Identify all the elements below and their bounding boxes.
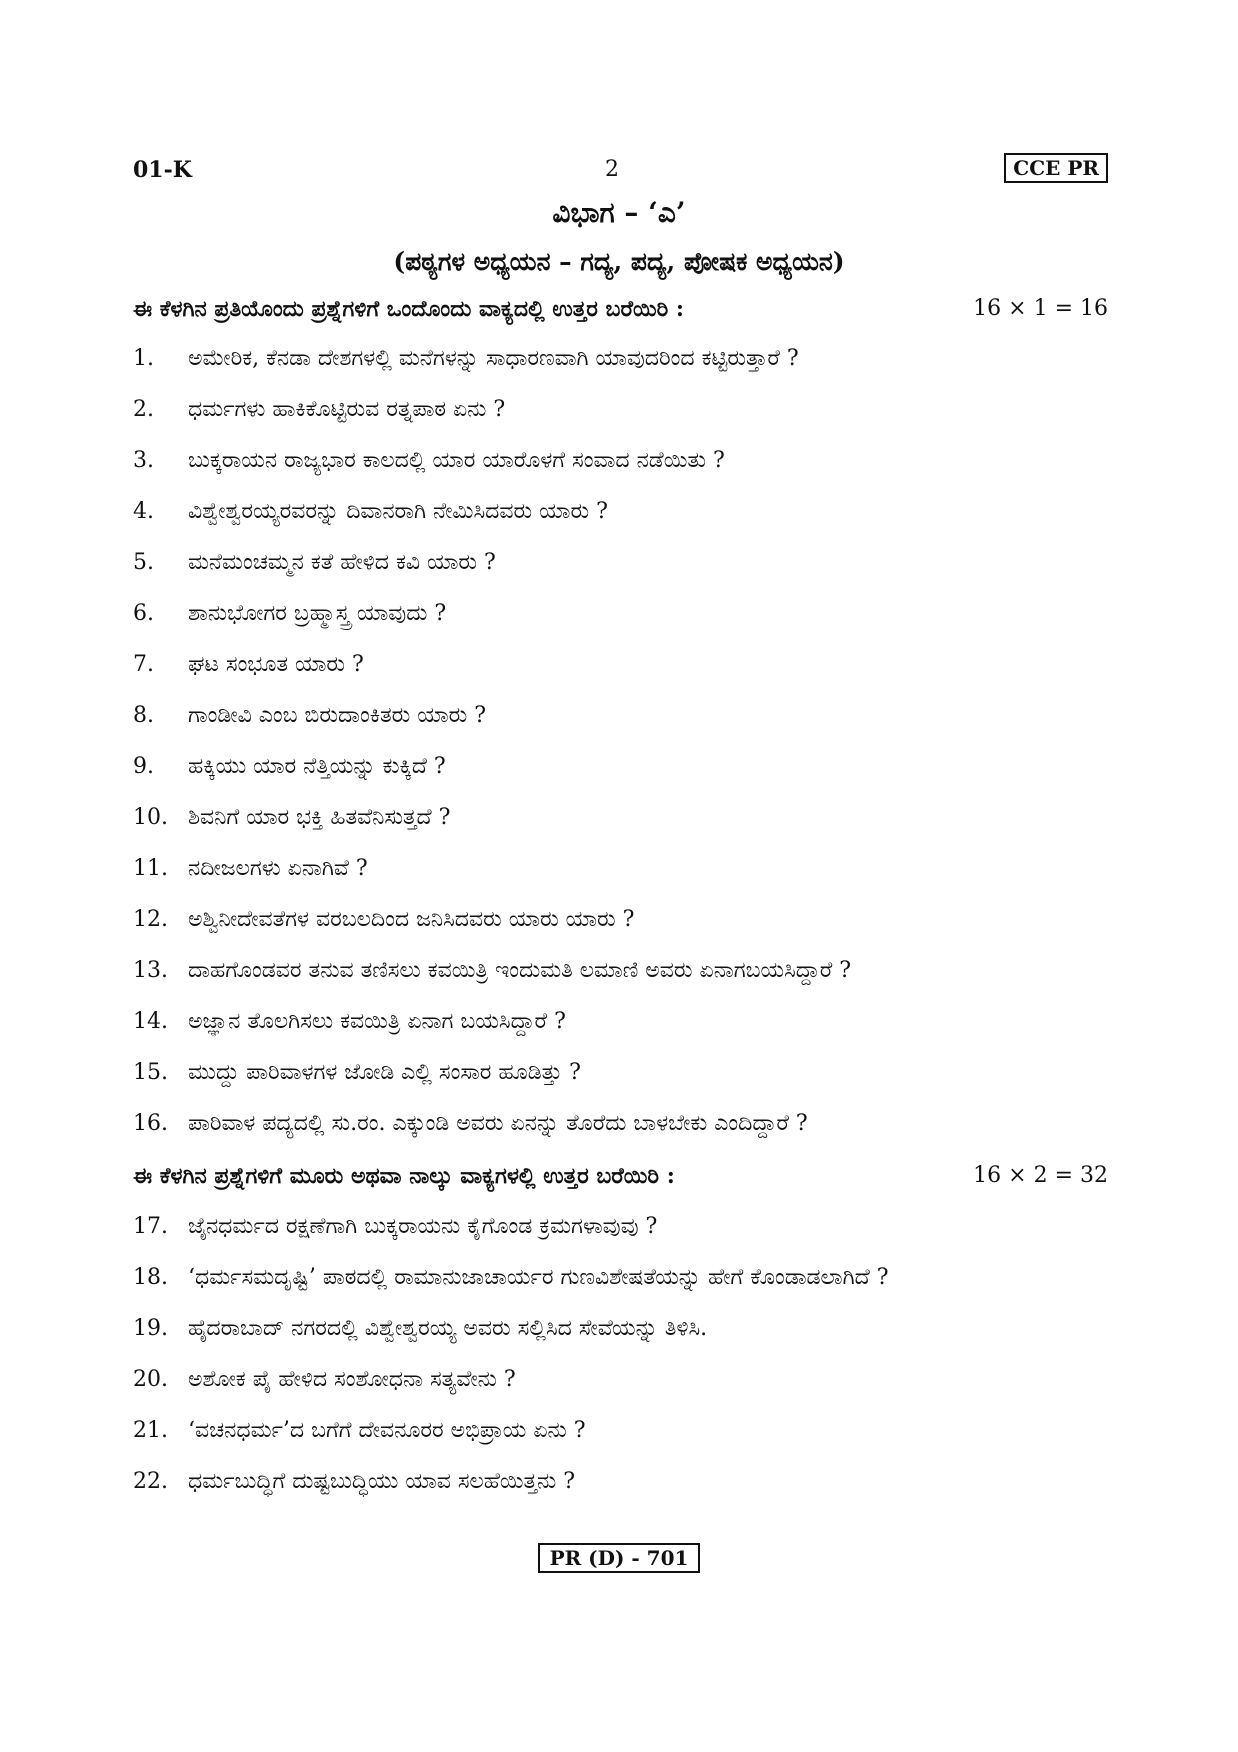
question-item (133, 1418, 1118, 1443)
question-text: ಧರ್ಮಬುದ್ಧಿಗೆ ದುಷ್ಟಬುದ್ಧಿಯು ಯಾವ ಸಲಹೆಯಿತ್ತನು ? (188, 1469, 576, 1494)
question-text: ಘಟ ಸಂಭೂತ ಯಾರು ? (188, 652, 364, 677)
question-text: ಅಜ್ಞಾನ ತೊಲಗಿಸಲು ಕವಯಿತ್ರಿ ಏನಾಗ ಬಯಸಿದ್ದಾರೆ ? (188, 1009, 566, 1034)
question-item (133, 397, 1118, 422)
question-text: ನದೀಜಲಗಳು ಏನಾಗಿವೆ ? (188, 856, 368, 881)
question-text: ಗಾಂಡೀವಿ ಎಂಬ ಬಿರುದಾಂಕಿತರು ಯಾರು ? (188, 703, 487, 728)
question-text: ಧರ್ಮಗಳು ಹಾಕಿಕೊಟ್ಟಿರುವ ರತ್ನಪಾಠ ಏನು ? (188, 397, 506, 422)
question-item (133, 958, 1118, 983)
question-number: 9. (133, 754, 154, 779)
question-number: 4. (133, 499, 154, 524)
instruction-text: ಈ ಕೆಳಗಿನ ಪ್ರತಿಯೊಂದು ಪ್ರಶ್ನೆಗಳಿಗೆ ಒಂದೊಂದು ವಾಕ್ಯದಲ್ಲಿ ಉತ್ತರ ಬರೆಯಿರಿ : (133, 296, 684, 322)
question-item (133, 499, 1118, 524)
question-item (133, 601, 1118, 626)
question-number: 1. (133, 346, 154, 371)
question-text: ಹೈದರಾಬಾದ್ ನಗರದಲ್ಲಿ ವಿಶ್ವೇಶ್ವರಯ್ಯ ಅವರು ಸಲ್ಲಿಸಿದ ಸೇವೆಯನ್ನು ತಿಳಿಸಿ. (188, 1316, 708, 1341)
section-subtitle: (ಪಠ್ಯಗಳ ಅಧ್ಯಯನ – ಗದ್ಯ, ಪದ್ಯ, ಪೋಷಕ ಅಧ್ಯಯನ) (393, 247, 845, 276)
question-text: ಅಶ್ವಿನೀದೇವತೆಗಳ ವರಬಲದಿಂದ ಜನಿಸಿದವರು ಯಾರು ಯಾರು ? (188, 907, 635, 932)
question-text: ವಿಶ್ವೇಶ್ವರಯ್ಯರವರನ್ನು ದಿವಾನರಾಗಿ ನೇಮಿಸಿದವರು ಯಾರು ? (188, 499, 608, 524)
question-text: ಅಮೇರಿಕ, ಕೆನಡಾ ದೇಶಗಳಲ್ಲಿ ಮನೆಗಳನ್ನು ಸಾಧಾರಣವಾಗಿ ಯಾವುದರಿಂದ ಕಟ್ಟಿರುತ್ತಾರೆ ? (188, 346, 799, 371)
question-item (133, 1367, 1118, 1392)
question-number: 15. (133, 1060, 168, 1085)
question-item (133, 1316, 1118, 1341)
page-number: 2 (605, 157, 619, 182)
marks-allocation: 16 × 2 = 32 (973, 1163, 1108, 1188)
question-item (133, 1214, 1118, 1239)
question-number: 16. (133, 1111, 168, 1136)
instruction-part-1 (133, 296, 1108, 322)
question-item (133, 754, 1118, 779)
question-item (133, 1009, 1118, 1034)
question-text: ಮನೆಮಂಚಮ್ಮನ ಕತೆ ಹೇಳಿದ ಕವಿ ಯಾರು ? (188, 550, 496, 575)
question-text: ಅಶೋಕ ಪೈ ಹೇಳಿದ ಸಂಶೋಧನಾ ಸತ್ಯವೇನು ? (188, 1367, 516, 1392)
question-number: 3. (133, 448, 154, 473)
question-text: ಪಾರಿವಾಳ ಪದ್ಯದಲ್ಲಿ ಸು.ರಂ. ಎಕ್ಕುಂಡಿ ಅವರು ಏನನ್ನು ತೊರೆದು ಬಾಳಬೇಕು ಎಂದಿದ್ದಾರೆ ? (188, 1111, 808, 1136)
question-text: ಹಕ್ಕಿಯು ಯಾರ ನೆತ್ತಿಯನ್ನು ಕುಕ್ಕಿದೆ ? (188, 754, 446, 779)
question-number: 2. (133, 397, 154, 422)
question-item (133, 907, 1118, 932)
question-number: 22. (133, 1469, 168, 1494)
question-text: ಬುಕ್ಕರಾಯನ ರಾಜ್ಯಭಾರ ಕಾಲದಲ್ಲಿ ಯಾರ ಯಾರೊಳಗೆ ಸಂವಾದ ನಡೆಯಿತು ? (188, 448, 725, 473)
question-item (133, 346, 1118, 371)
paper-code: 01-K (133, 157, 192, 183)
question-text: ‘ಧರ್ಮಸಮದೃಷ್ಟಿ’ ಪಾಠದಲ್ಲಿ ರಾಮಾನುಜಾಚಾರ್ಯರ ಗುಣವಿಶೇಷತೆಯನ್ನು ಹೇಗೆ ಕೊಂಡಾಡಲಾಗಿದೆ ? (188, 1265, 889, 1290)
marks-allocation: 16 × 1 = 16 (973, 296, 1108, 321)
exam-code-box: CCE PR (1004, 153, 1108, 183)
question-text: ಜೈನಧರ್ಮದ ರಕ್ಷಣೆಗಾಗಿ ಬುಕ್ಕರಾಯನು ಕೈಗೊಂಡ ಕ್ರಮಗಳಾವುವು ? (188, 1214, 658, 1239)
question-number: 20. (133, 1367, 168, 1392)
question-item (133, 703, 1118, 728)
question-number: 7. (133, 652, 154, 677)
question-item (133, 448, 1118, 473)
footer-code-box (0, 1543, 1238, 1573)
question-item (133, 1265, 1118, 1290)
question-number: 14. (133, 1009, 168, 1034)
instruction-text: ಈ ಕೆಳಗಿನ ಪ್ರಶ್ನೆಗಳಿಗೆ ಮೂರು ಅಥವಾ ನಾಲ್ಕು ವಾಕ್ಯಗಳಲ್ಲಿ ಉತ್ತರ ಬರೆಯಿರಿ : (133, 1163, 675, 1189)
question-item (133, 856, 1118, 881)
question-number: 18. (133, 1265, 168, 1290)
section-title: ವಿಭಾಗ – ‘ಎ’ (552, 196, 686, 229)
question-text: ಶಿವನಿಗೆ ಯಾರ ಭಕ್ತಿ ಹಿತವೆನಿಸುತ್ತದೆ ? (188, 805, 451, 830)
question-number: 13. (133, 958, 168, 983)
question-number: 8. (133, 703, 154, 728)
question-item (133, 805, 1118, 830)
footer-code: PR (D) - 701 (538, 1543, 701, 1573)
instruction-part-2 (133, 1163, 1108, 1189)
question-item (133, 1111, 1118, 1136)
question-number: 5. (133, 550, 154, 575)
question-text: ದಾಹಗೊಂಡವರ ತನುವ ತಣಿಸಲು ಕವಯಿತ್ರಿ ಇಂದುಮತಿ ಲಮಾಣಿ ಅವರು ಏನಾಗಬಯಸಿದ್ದಾರೆ ? (188, 958, 852, 983)
question-number: 17. (133, 1214, 168, 1239)
question-item (133, 1060, 1118, 1085)
question-text: ಮುದ್ದು ಪಾರಿವಾಳಗಳ ಜೋಡಿ ಎಲ್ಲಿ ಸಂಸಾರ ಹೂಡಿತ್ತು ? (188, 1060, 581, 1085)
question-number: 12. (133, 907, 168, 932)
question-number: 10. (133, 805, 168, 830)
question-item (133, 550, 1118, 575)
question-number: 6. (133, 601, 154, 626)
question-text: ‘ವಚನಧರ್ಮ’ದ ಬಗೆಗೆ ದೇವನೂರರ ಅಭಿಪ್ರಾಯ ಏನು ? (188, 1418, 586, 1443)
question-number: 19. (133, 1316, 168, 1341)
question-text: ಶಾನುಭೋಗರ ಬ್ರಹ್ಮಾಸ್ತ್ರ ಯಾವುದು ? (188, 601, 447, 626)
question-item (133, 652, 1118, 677)
question-number: 11. (133, 856, 168, 881)
question-number: 21. (133, 1418, 168, 1443)
question-item (133, 1469, 1118, 1494)
